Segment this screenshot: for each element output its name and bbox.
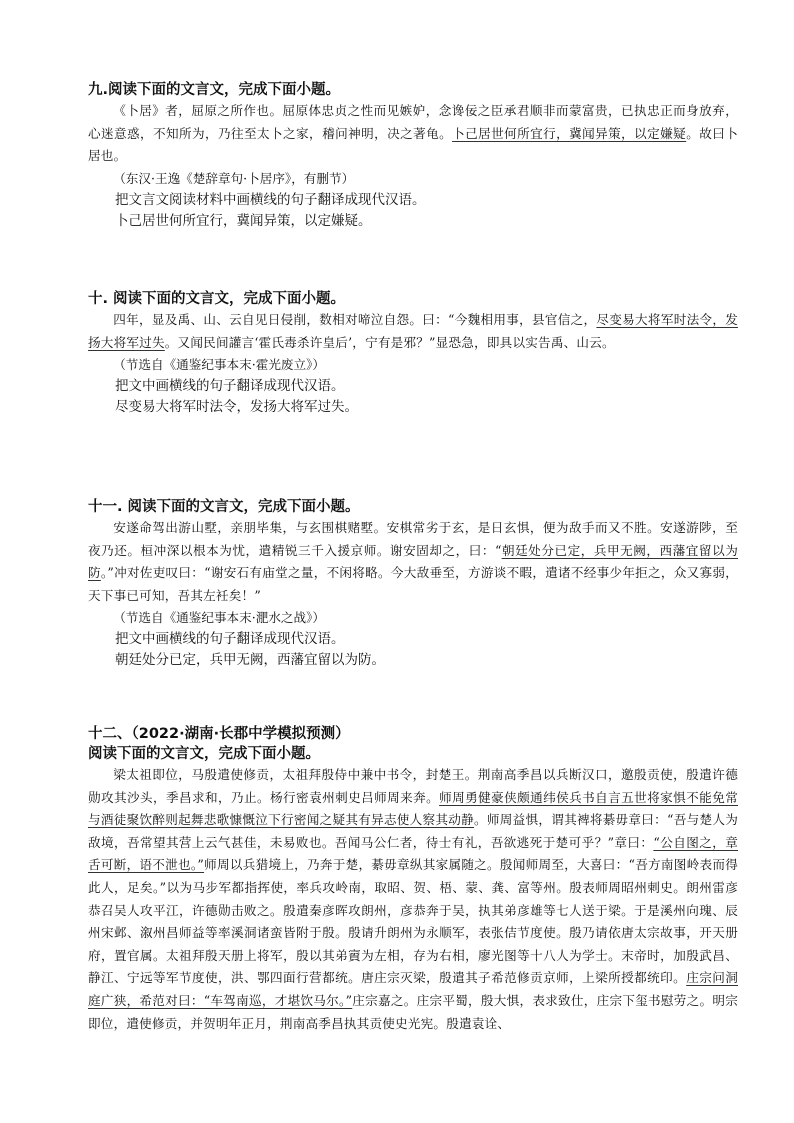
question-prompt: 把文言文阅读材料中画横线的句子翻译成现代汉语。 (115, 191, 426, 208)
answer-text: 尽变易大将军时法令，发扬大将军过失。 (115, 399, 358, 416)
passage-text: 庄宗嘉之。庄宗平蜀，殷大惧，表求致仕，庄宗下玺书慰劳之。明宗即位，遣使修贡，并贺明年正月，荆南高季昌执其贡使史光宪。殷遣袁诠、 (88, 992, 739, 1031)
passage-text: 安遂命驾出游山墅，亲朋毕集，与玄围棋赌墅。安棋常劣于玄，是日玄惧，便为敌手而又不胜。安遂游陟，至夜乃还。桓冲深以根本为忧，遣精锐三千入援京师。谢安固却之，曰：“ (88, 520, 738, 558)
section-heading: 九.阅读下面的文言文，完成下面小题。 (88, 82, 341, 98)
question-section-10 (88, 289, 738, 418)
underlined-sentence: 庄宗问洞庭广狭，希范对曰：“车驾南巡，才堪饮马尔。” (88, 970, 738, 1008)
question-section-12 (88, 724, 738, 1035)
classical-passage (88, 764, 738, 1035)
passage-text: 师周以兵猎境上，乃奔于楚，綦毋章纵其家属随之。殷闻师周至，大喜曰：“吾方南图岭表而得此人，足矣。”以为马步军都指挥使，率兵攻岭南，取昭、贺、梧、蒙、龚、富等州。殷表师周昭州刺史。朗州雷彦恭召吴人攻平江，许德勋击败之。殷遣秦彦晖攻朗州，彦恭奔于吴，执其弟彦雄等七人送于梁。于是溪州向瑰、辰州宋邺、溆州昌师益等率溪洞诸蛮皆附于殷。殷请升朗州为永顺军，表张佶节度使。殷乃请依唐太宗故事，开天册府，置官属。太祖拜殷天册上将军，殷以其弟賨为左相，存为右相，廖光图等十八人为学士。末帝时，加殷武昌、静江、宁远等军节度使，洪、鄂四面行营都统。唐庄宗灭梁，殷遣其子希范修贡京师，上梁所授都统印。 (88, 857, 739, 986)
classical-passage (88, 309, 738, 354)
underlined-sentence: 师周勇健豪侠颇通纬侯兵书自言五世将家惧不能免常与酒徒聚饮醉则起舞悲歌慷慨泣下行密闻之疑其有异志使人察其动静 (88, 789, 738, 828)
section-heading: 十二、（2022·湖南·长郡中学模拟预测） (88, 726, 350, 742)
classical-passage (88, 100, 738, 168)
passage-source: （节选自《通鉴纪事本末·霍光废立》） (113, 357, 325, 373)
section-heading: 十一. 阅读下面的文言文，完成下面小题。 (88, 499, 360, 515)
classical-passage (88, 517, 738, 607)
underlined-sentence: “公自图之，章舌可断，语不泄也。” (88, 834, 738, 873)
section-heading: 十. 阅读下面的文言文，完成下面小题。 (88, 291, 346, 307)
question-section-11 (88, 497, 738, 671)
answer-text: 卜己居世何所宜行，冀闻异策，以定嫌疑。 (115, 212, 372, 229)
answer-text: 朝廷处分已定，兵甲无阙，西藩宜留以为防。 (115, 652, 385, 669)
question-prompt: 把文中画横线的句子翻译成现代汉语。 (115, 631, 345, 648)
passage-text: 四年，显及禹、山、云自见日侵削，数相对啼泣自怨。曰：“今魏相用事，县官信之， (113, 312, 597, 327)
passage-text: 。又闻民间讙言‘霍氏毒杀许皇后’，宁有是邪？”显恐急，即具以实告禹、山云。 (164, 334, 615, 350)
passage-text: 。故曰卜居也。 (88, 125, 738, 164)
question-prompt: 把文中画横线的句子翻译成现代汉语。 (115, 378, 345, 395)
passage-text: 。师周益惧，谓其裨将綦毋章曰：“吾与楚人为敌境，吾常望其营上云气甚佳，未易败也。吾闻马公仁者，待士有礼，吾欲逃死于楚可乎？”章曰： (88, 812, 738, 850)
underlined-sentence: 卜己居世何所宜行，冀闻异策，以定嫌疑 (452, 125, 687, 141)
underlined-sentence: 朝廷处分已定，兵甲无阙，西藩宜留以为防 (88, 542, 738, 581)
passage-source: （节选自《通鉴纪事本末·淝水之战》） (113, 610, 325, 626)
question-section-9 (88, 80, 738, 232)
passage-text: 《卜居》者，屈原之所作也。屈原体忠贞之性而见嫉妒，念谗佞之臣承君顺非而蒙富贵，已执忠正而身放弃，心迷意惑，不知所为，乃往至太卜之家，稽问神明，决之著龟。 (88, 103, 738, 141)
passage-text: 。”冲对佐吏叹曰：“谢安石有庙堂之量，不闲将略。今大敌垂至，方游谈不暇，遣诸不经事少年拒之，众又寡弱，天下事已可知，吾其左衽矣！” (88, 565, 738, 603)
passage-source: （东汉·王逸《楚辞章句·卜居序》，有删节） (113, 170, 355, 186)
passage-text: 梁太祖即位，马殷遣使修贡，太祖拜殷侍中兼中书令，封楚王。荆南高季昌以兵断汉口，邀殷贡使，殷遣许德勋攻其沙头，季昌求和，乃止。杨行密袁州刺史吕师周来奔。 (88, 767, 738, 805)
section-subheading: 阅读下面的文言文，完成下面小题。 (88, 746, 320, 762)
underlined-sentence: 尽变易大将军时法令，发扬大将军过失 (88, 312, 738, 350)
